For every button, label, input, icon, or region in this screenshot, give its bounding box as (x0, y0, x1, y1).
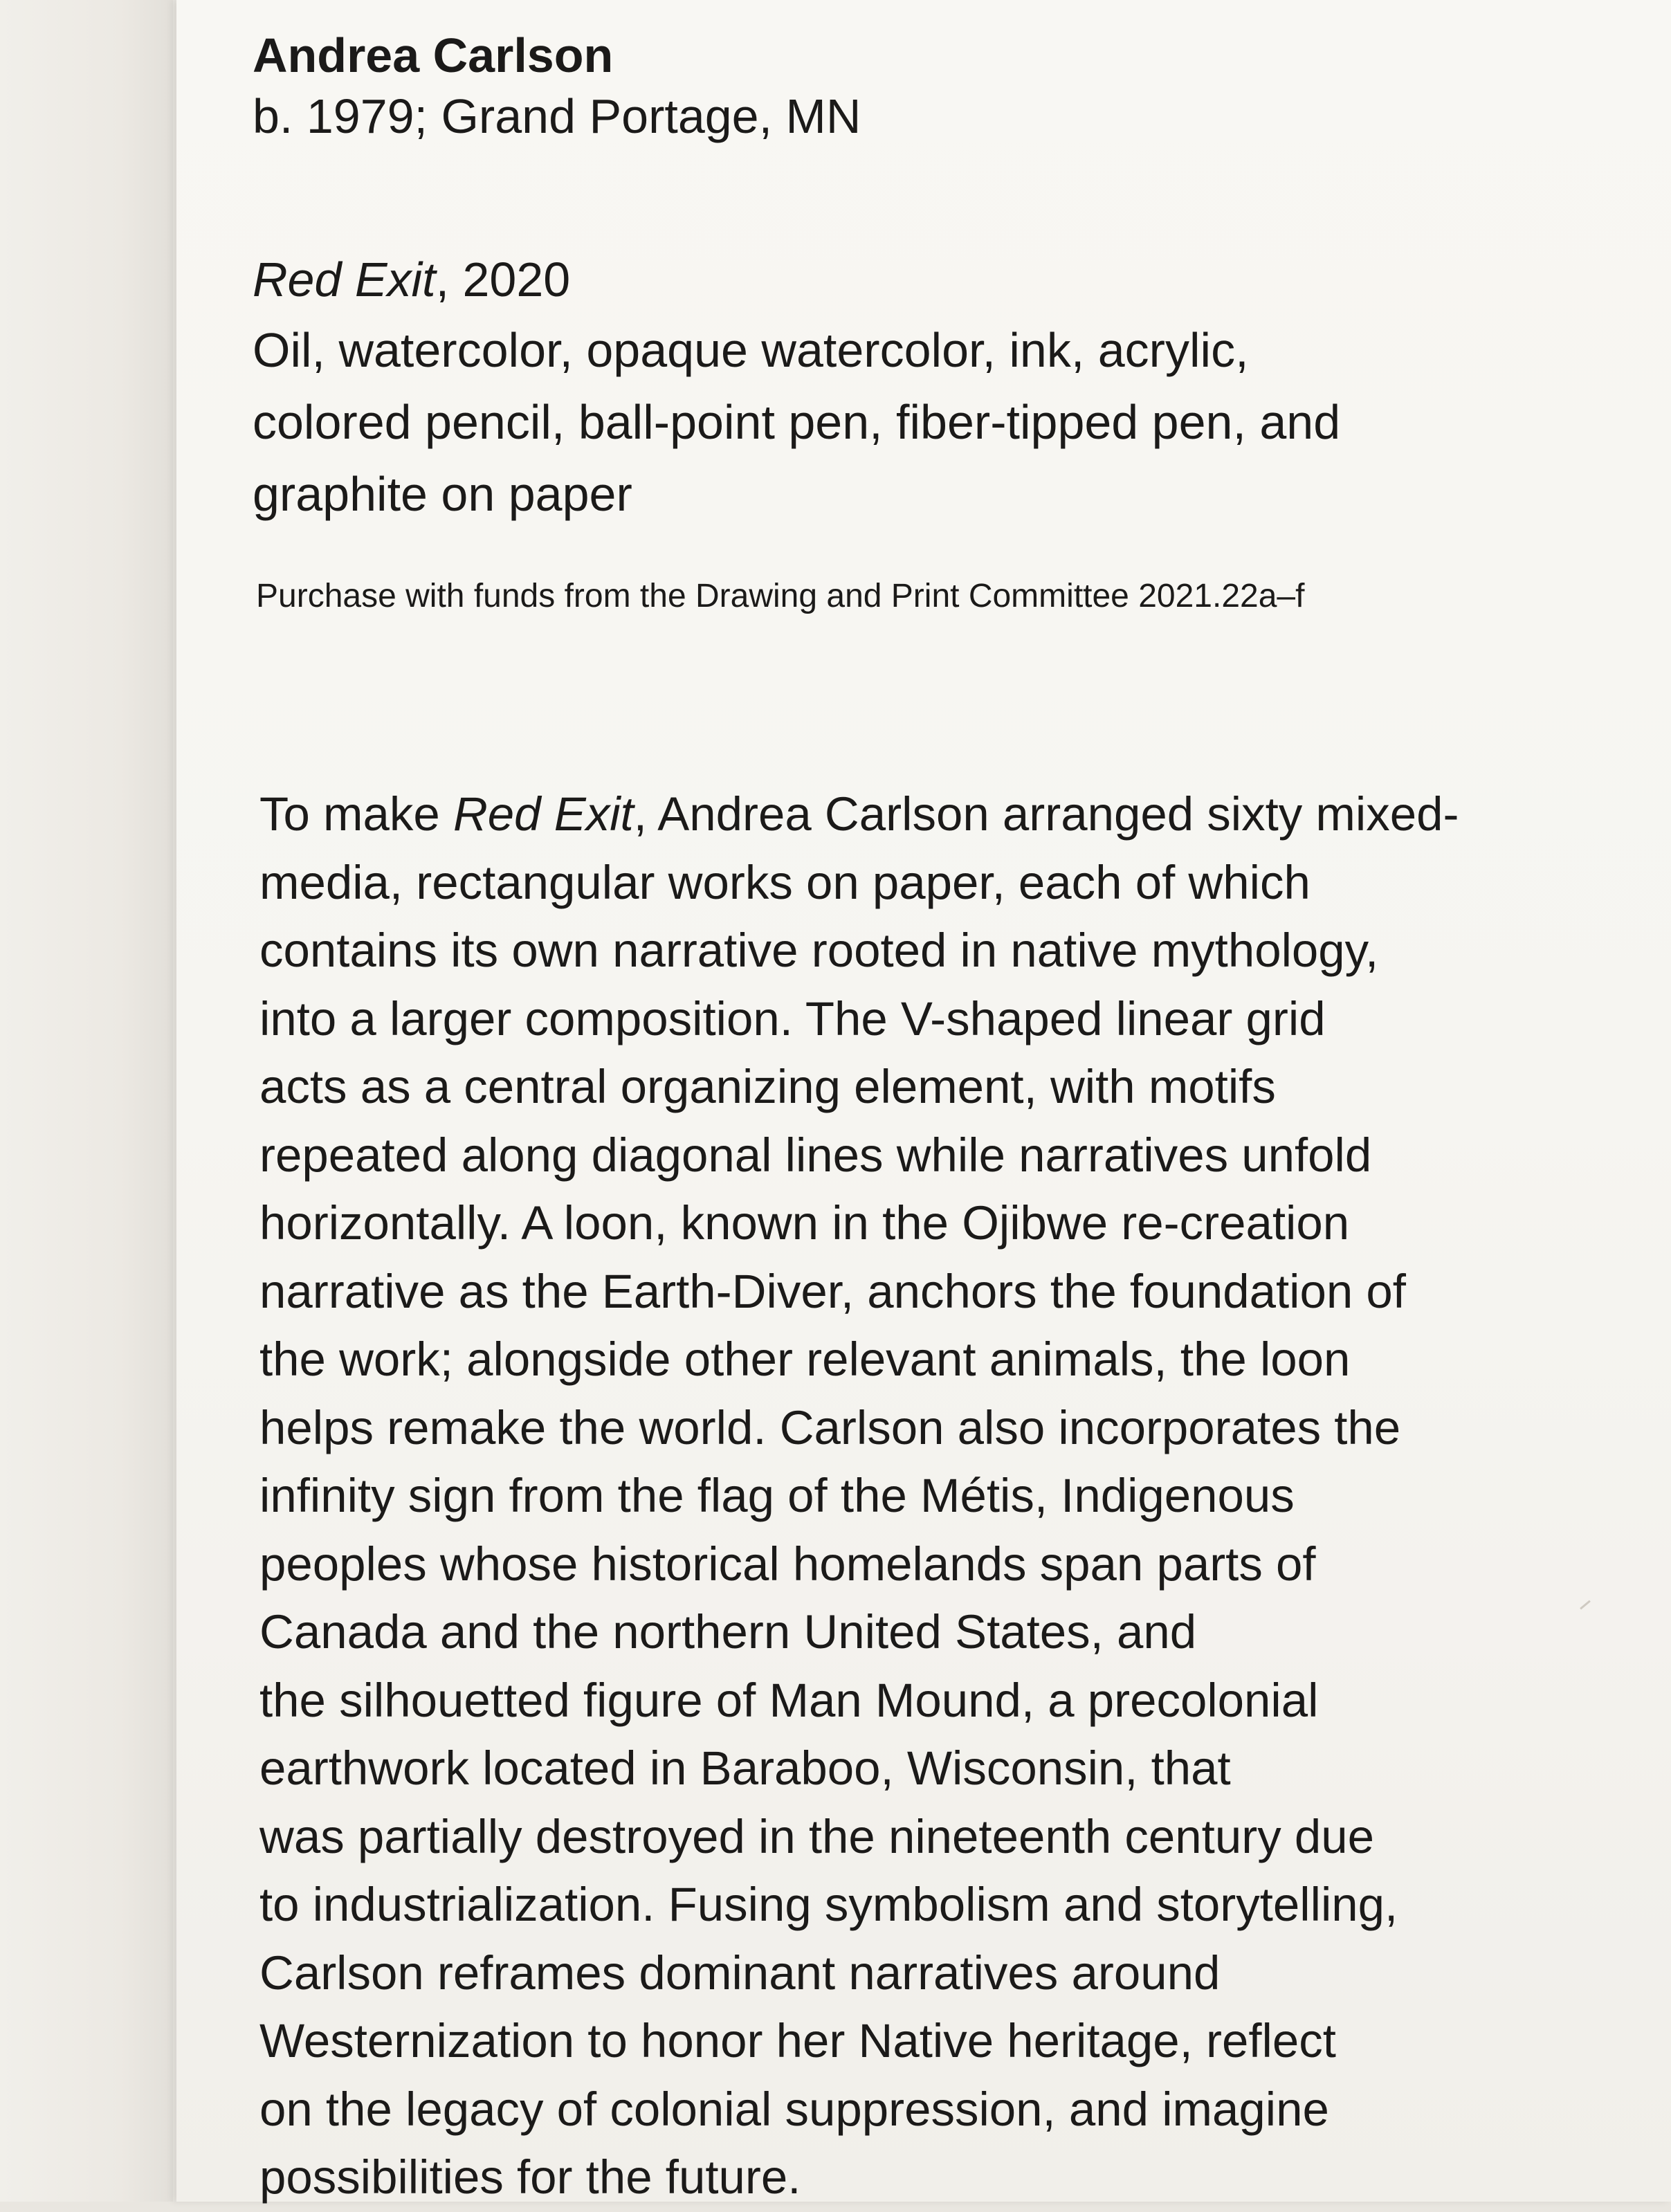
description-line: possibilities for the future. (259, 2150, 801, 2204)
tombstone-label (253, 28, 1602, 617)
description-line: into a larger composition. The V-shaped linear grid (259, 991, 1326, 1045)
description-prefix: To make (259, 787, 453, 841)
description-line: infinity sign from the flag of the Métis, Indigenous (259, 1469, 1295, 1522)
description-line: contains its own narrative rooted in native mythology, (259, 924, 1379, 977)
description-line: Carlson reframes dominant narratives around (259, 1946, 1221, 2000)
credit-line: Purchase with funds from the Drawing and Print Committee 2021.22a–f (256, 578, 1305, 614)
description-line: was partially destroyed in the nineteenth century due (259, 1809, 1374, 1863)
artist-bio: b. 1979; Grand Portage, MN (253, 89, 861, 143)
description-line: horizontally. A loon, known in the Ojibwe re-creation (259, 1196, 1350, 1250)
description-work-title: Red Exit (453, 787, 634, 841)
medium-line: colored pencil, ball-point pen, fiber-tipped pen, and (253, 395, 1341, 449)
description-line: acts as a central organizing element, with motifs (259, 1060, 1276, 1113)
work-title: Red Exit (253, 253, 436, 307)
description-line: the work; alongside other relevant animals, the loon (259, 1333, 1351, 1386)
description-line: helps remake the world. Carlson also incorporates the (259, 1400, 1401, 1454)
artist-name: Andrea Carlson (253, 28, 614, 82)
description-suffix: , Andrea Carlson arranged sixty mixed- (633, 787, 1459, 841)
description-line: to industrialization. Fusing symbolism and storytelling, (259, 1878, 1398, 1931)
work-medium (253, 314, 1470, 530)
description-line: the silhouetted figure of Man Mound, a precolonial (259, 1673, 1319, 1727)
gallery-wall (0, 0, 173, 2202)
work-title-line (253, 245, 1602, 314)
description-line: media, rectangular works on paper, each of which (259, 855, 1311, 909)
description-line (259, 780, 1602, 849)
description-line: Canada and the northern United States, and (259, 1605, 1197, 1658)
medium-line: Oil, watercolor, opaque watercolor, ink, acrylic, (253, 323, 1249, 377)
description-line: narrative as the Earth-Diver, anchors the foundation of (259, 1264, 1406, 1318)
description-line: on the legacy of colonial suppression, and imagine (259, 2082, 1329, 2136)
description-line: repeated along diagonal lines while narratives unfold (259, 1128, 1372, 1182)
description-text (259, 780, 1602, 2212)
description-line: Westernization to honor her Native heritage, reflect (259, 2014, 1336, 2067)
work-year: , 2020 (435, 253, 571, 307)
description-line: peoples whose historical homelands span parts of (259, 1537, 1316, 1591)
description-line: earthwork located in Baraboo, Wisconsin, that (259, 1742, 1231, 1795)
medium-line: graphite on paper (253, 467, 632, 521)
